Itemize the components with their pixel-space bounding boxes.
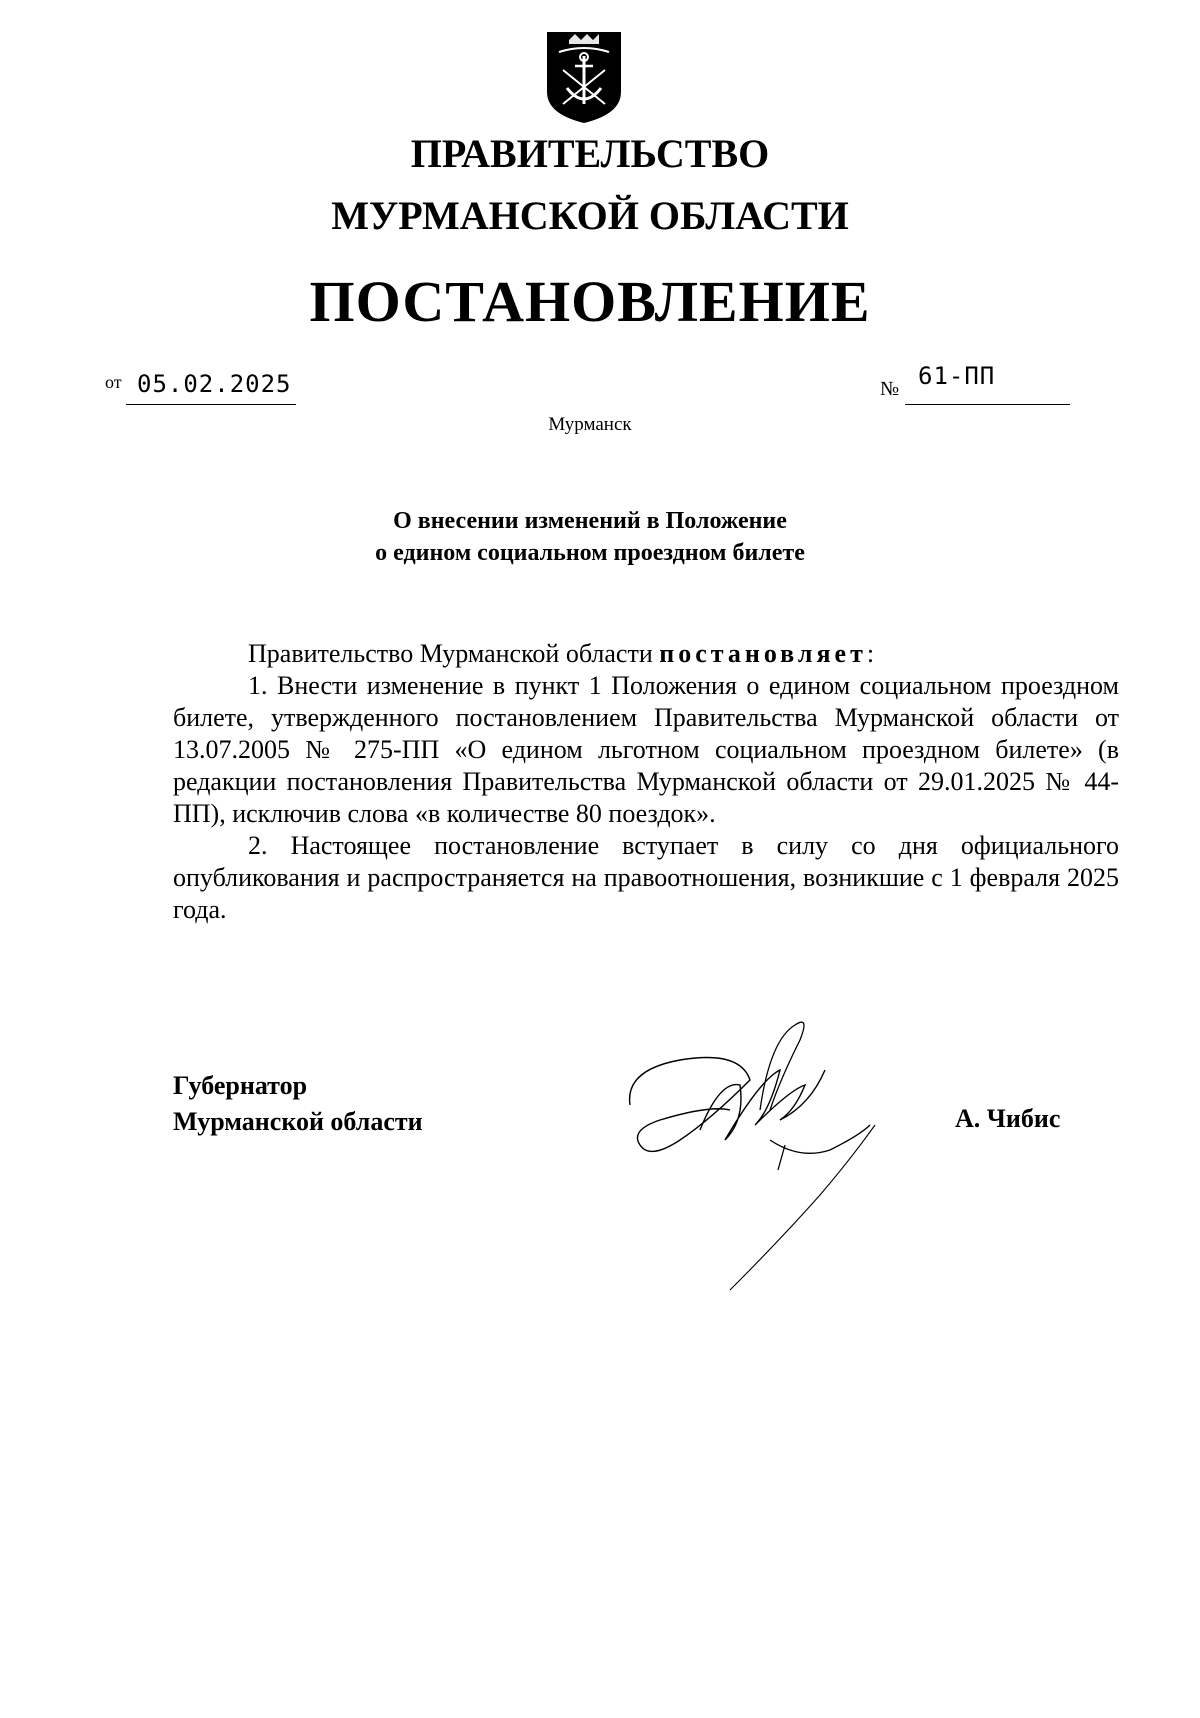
signatory-title [173, 1068, 423, 1140]
item-2: 2. Настоящее постановление вступает в силу со дня официального опубликования и распространяется на правоотношения, возникшие с 1 февраля 2025 года. [173, 831, 1119, 924]
number-underline [905, 404, 1070, 405]
date-prefix: от [105, 372, 122, 392]
document-date: 05.02.2025 [137, 370, 292, 398]
document-number: 61-ПП [918, 362, 996, 390]
intro-verb: постановляет [659, 639, 867, 668]
handwritten-signature [620, 1010, 920, 1300]
signatory-title-line2: Мурманской области [173, 1107, 423, 1136]
signatory-title-line1: Губернатор [173, 1071, 308, 1100]
org-name-line2: МУРМАНСКОЙ ОБЛАСТИ [331, 193, 849, 238]
intro-paragraph [173, 638, 1119, 670]
document-type-title: ПОСТАНОВЛЕНИЕ [309, 269, 871, 334]
intro-text: Правительство Мурманской области [248, 639, 660, 668]
document-body [173, 638, 1119, 926]
city-name: Мурманск [548, 414, 632, 435]
item-1: 1. Внести изменение в пункт 1 Положения о едином социальном проездном билете, утвержденного постановлением Правительства Мурманской области от 13.07.2005 № 275-ПП «О едином льготном социальном проездном билете» (в редакции постановления Правительства Мурманской области от 29.01.2025 № 44-ПП), исключив слова «в количестве 80 поездок». [173, 671, 1119, 828]
date-underline [126, 404, 296, 405]
org-name-line1: ПРАВИТЕЛЬСТВО [410, 131, 770, 176]
number-prefix: № [880, 378, 900, 400]
signatory-name: А. Чибис [955, 1104, 1061, 1133]
document-subject [0, 505, 1180, 569]
intro-end: : [866, 639, 875, 668]
coat-of-arms-icon [545, 30, 623, 125]
subject-line2: о едином социальном проездном билете [375, 540, 805, 566]
subject-line1: О внесении изменений в Положение [393, 508, 787, 534]
